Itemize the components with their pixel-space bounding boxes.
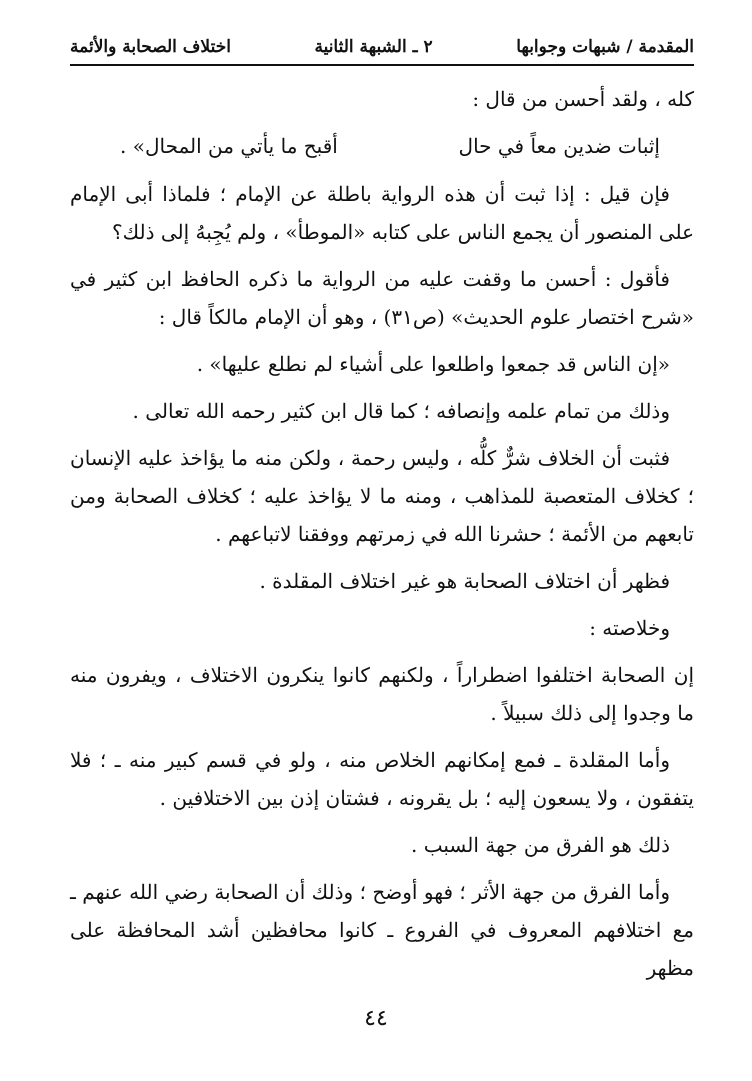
- paragraph-2: فإن قيل : إذا ثبت أن هذه الرواية باطلة عن الإمام ؛ فلماذا أبى الإمام على المنصور أن يجمع الناس على كتابه «الموطأ» ، ولم يُجِبهُ إلى ذلك؟: [70, 182, 694, 244]
- paragraph-11: ذلك هو الفرق من جهة السبب .: [411, 833, 670, 857]
- header-topic-title: اختلاف الصحابة والأئمة: [70, 37, 231, 57]
- header-divider: [70, 64, 694, 66]
- paragraph-3: فأقول : أحسن ما وقفت عليه من الرواية ما ذكره الحافظ ابن كثير في «شرح اختصار علوم الحديث» (ص٣١) ، وهو أن الإمام مالكاً قال :: [70, 267, 694, 329]
- paragraph-12: وأما الفرق من جهة الأثر ؛ فهو أوضح ؛ وذلك أن الصحابة رضي الله عنهم ـ مع اختلافهم المعروف في الفروع ـ كانوا محافظين أشد المحافظة على مظهر: [70, 880, 694, 980]
- running-header: [70, 32, 694, 62]
- page-body: [70, 80, 694, 996]
- paragraph-9: إن الصحابة اختلفوا اضطراراً ، ولكنهم كانوا ينكرون الاختلاف ، ويفرون منه ما وجدوا إلى ذلك سبيلاً .: [70, 663, 694, 725]
- verse-first-hemistich: إثبات ضدين معاً في حال: [458, 134, 660, 158]
- paragraph-5: وذلك من تمام علمه وإنصافه ؛ كما قال ابن كثير رحمه الله تعالى .: [132, 399, 670, 423]
- quote-paragraph: «إن الناس قد جمعوا واطلعوا على أشياء لم نطلع عليها» .: [196, 352, 670, 376]
- paragraph-8: وخلاصته :: [589, 616, 670, 640]
- page-number: ٤٤: [364, 1006, 388, 1031]
- paragraph-6: فثبت أن الخلاف شرٌّ كلُّه ، وليس رحمة ، ولكن منه ما يؤاخذ عليه الإنسان ؛ كخلاف المتعصبة للمذاهب ، ومنه ما لا يؤاخذ عليه ؛ كخلاف الصحابة ومن تابعهم من الأئمة ؛ حشرنا الله في زمرتهم ووفقنا لاتباعهم .: [70, 446, 694, 546]
- header-chapter-title: ٢ ـ الشبهة الثانية: [314, 37, 433, 57]
- header-section-title: المقدمة / شبهات وجوابها: [516, 37, 694, 57]
- paragraph-1: كله ، ولقد أحسن من قال :: [472, 87, 694, 111]
- paragraph-10: وأما المقلدة ـ فمع إمكانهم الخلاص منه ، ولو في قسم كبير منه ـ ؛ فلا يتفقون ، ولا يسعون إليه ؛ بل يقرونه ، فشتان إذن بين الاختلافين .: [70, 748, 694, 810]
- paragraph-7: فظهر أن اختلاف الصحابة هو غير اختلاف المقلدة .: [259, 569, 670, 593]
- verse-second-hemistich: أقبح ما يأتي من المحال» .: [120, 134, 338, 158]
- poetry-verse: [70, 127, 694, 165]
